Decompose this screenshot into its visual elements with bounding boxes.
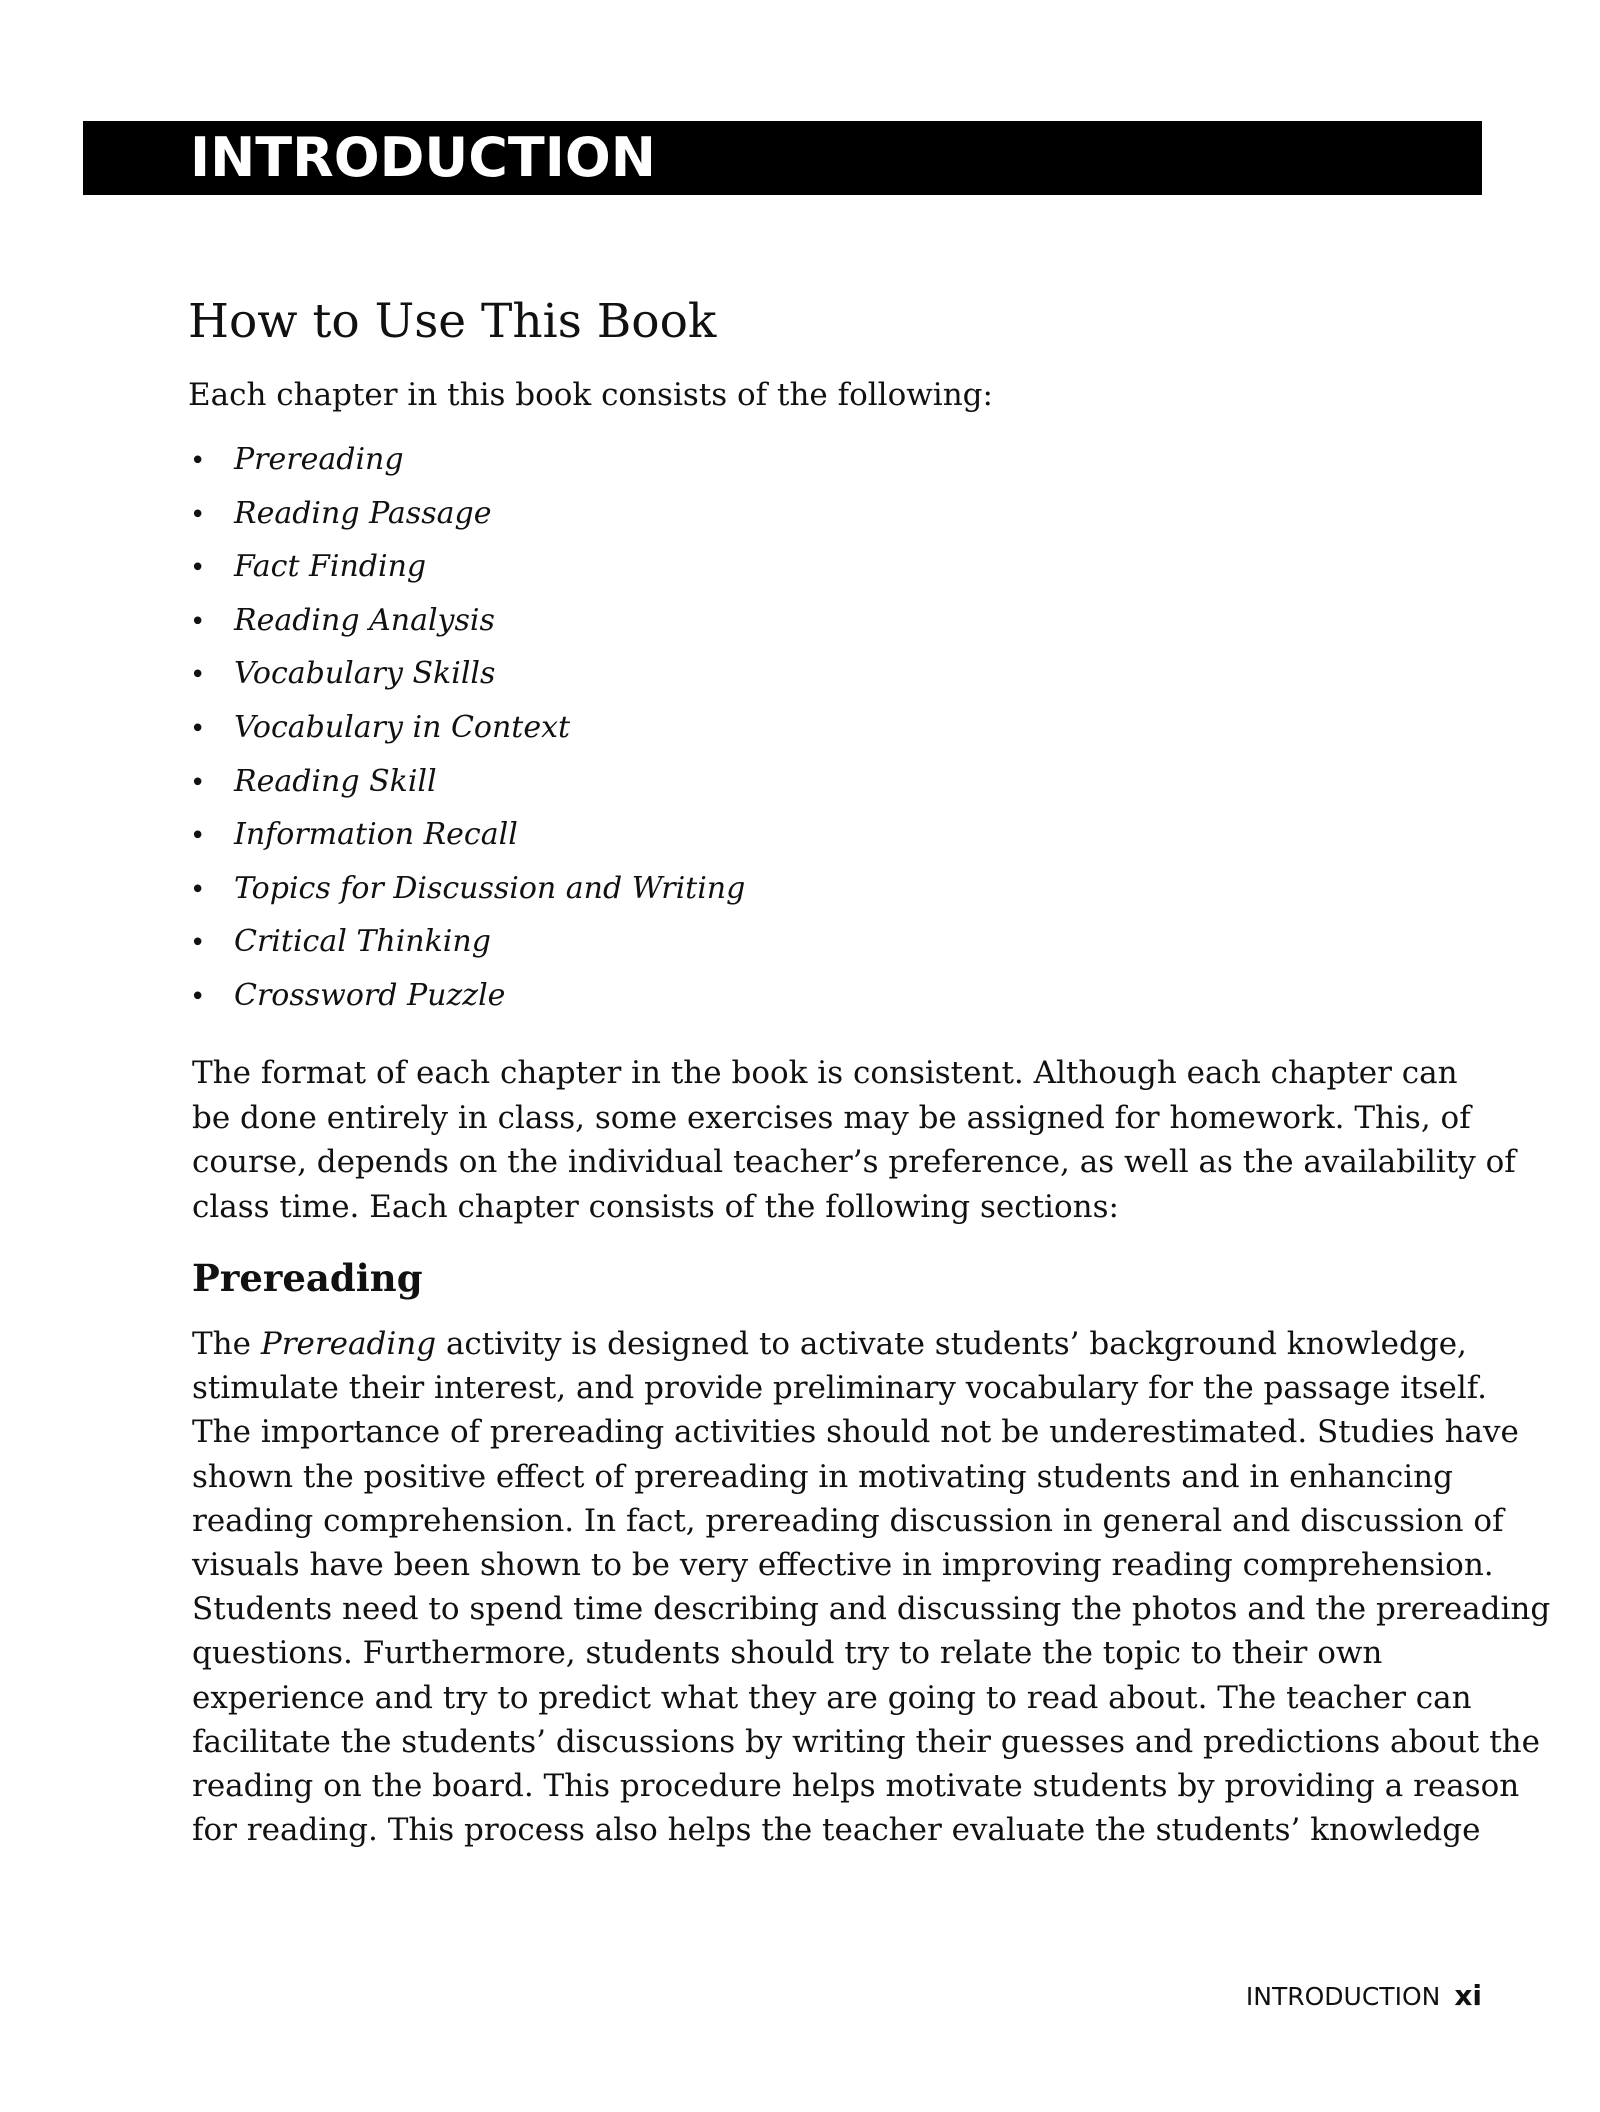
bullet-icon: •	[190, 446, 206, 476]
paragraph-line: course, depends on the individual teacher’s preference, as well as the availability of	[192, 1144, 1516, 1180]
paragraph-line: The Prereading activity is designed to activate students’ background knowledge,	[192, 1326, 1467, 1362]
list-item	[190, 496, 745, 550]
bullet-icon: •	[190, 660, 206, 691]
paragraph-line: shown the positive effect of prereading in motivating students and in enhancing	[192, 1458, 1453, 1495]
bullet-icon: •	[190, 606, 206, 637]
prereading-paragraph	[192, 1322, 1551, 1852]
running-head: INTRODUCTION	[1245, 1982, 1441, 2011]
list-item-label: Reading Analysis	[234, 602, 495, 638]
italic-term: Prereading	[260, 1326, 437, 1362]
format-paragraph	[192, 1051, 1516, 1229]
chapter-title: INTRODUCTION	[190, 126, 656, 189]
list-item	[190, 549, 745, 603]
paragraph-line: reading comprehension. In fact, prereading discussion in general and discussion of	[192, 1502, 1504, 1539]
list-item	[190, 871, 745, 925]
list-item-label: Prereading	[234, 442, 404, 477]
list-item	[190, 442, 745, 496]
bullet-icon: •	[190, 928, 206, 959]
list-item-label: Topics for Discussion and Writing	[234, 870, 746, 906]
list-item-label: Vocabulary Skills	[234, 656, 496, 692]
paragraph-line: Students need to spend time describing and discussing the photos and the prereading	[192, 1591, 1551, 1628]
paragraph-line: The format of each chapter in the book is consistent. Although each chapter can	[192, 1055, 1458, 1091]
list-item-label: Information Recall	[234, 817, 518, 853]
bullet-icon: •	[190, 713, 206, 744]
bullet-icon: •	[190, 767, 206, 798]
list-item	[190, 710, 745, 764]
list-item	[190, 656, 745, 710]
list-item	[190, 603, 745, 657]
list-item	[190, 764, 745, 818]
page-footer	[1246, 1979, 1482, 2014]
section-intro: Each chapter in this book consists of the following:	[188, 377, 993, 413]
list-item	[190, 978, 745, 1032]
list-item-label: Reading Passage	[234, 495, 492, 531]
paragraph-line: questions. Furthermore, students should try to relate the topic to their own	[192, 1635, 1383, 1672]
paragraph-line: class time. Each chapter consists of the following sections:	[192, 1188, 1119, 1225]
bullet-icon: •	[190, 499, 206, 530]
paragraph-line: visuals have been shown to be very effective in improving reading comprehension.	[192, 1546, 1494, 1583]
list-item-label: Critical Thinking	[234, 924, 491, 960]
paragraph-line: for reading. This process also helps the teacher evaluate the students’ knowledge	[192, 1812, 1481, 1849]
paragraph-line: facilitate the students’ discussions by writing their guesses and predictions about the	[192, 1723, 1540, 1760]
bullet-icon: •	[190, 821, 206, 852]
paragraph-line: stimulate their interest, and provide preliminary vocabulary for the passage itself.	[192, 1370, 1487, 1407]
paragraph-line: reading on the board. This procedure helps motivate students by providing a reason	[192, 1767, 1520, 1804]
list-item	[190, 817, 745, 871]
list-item-label: Fact Finding	[234, 549, 427, 585]
list-item-label: Vocabulary in Context	[234, 709, 571, 745]
paragraph-line: The importance of prereading activities should not be underestimated. Studies have	[192, 1414, 1519, 1451]
subsection-title: Prereading	[192, 1256, 423, 1300]
bullet-icon: •	[190, 874, 206, 905]
list-item-label: Crossword Puzzle	[234, 977, 506, 1013]
chapter-components-list	[190, 442, 745, 1032]
chapter-banner	[83, 121, 1482, 195]
bullet-icon: •	[190, 553, 206, 584]
paragraph-line: be done entirely in class, some exercises may be assigned for homework. This, of	[192, 1099, 1471, 1136]
page-number: xi	[1454, 1979, 1482, 2012]
list-item-label: Reading Skill	[234, 763, 437, 799]
list-item	[190, 924, 745, 978]
paragraph-line: experience and try to predict what they are going to read about. The teacher can	[192, 1679, 1472, 1716]
bullet-icon: •	[190, 981, 206, 1012]
section-title: How to Use This Book	[188, 294, 717, 349]
